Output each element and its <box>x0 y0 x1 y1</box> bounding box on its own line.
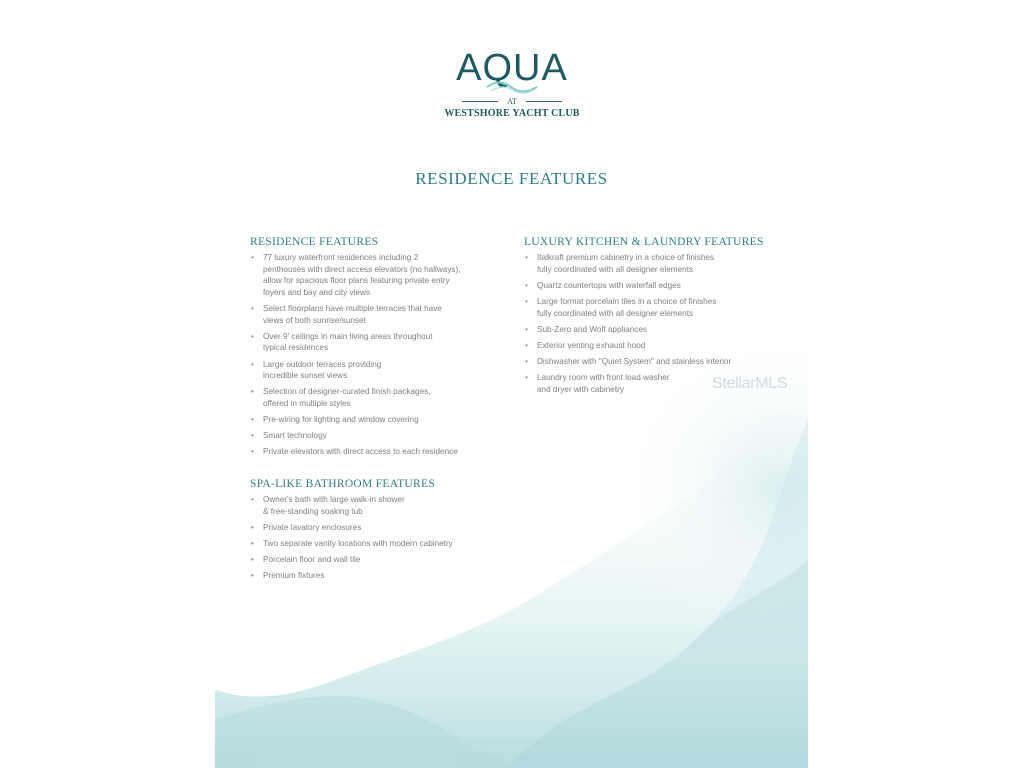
list-item: • Dishwasher with "Quiet System" and stainless interior <box>524 356 794 368</box>
logo-subtitle: WESTSHORE YACHT CLUB <box>444 108 580 119</box>
section-bathroom-features <box>250 477 525 587</box>
feature-list <box>250 252 525 458</box>
list-item: • Select floorplans have multiple terraces that have views of both sunrise/sunset <box>250 303 525 326</box>
section-heading: RESIDENCE FEATURES <box>250 236 379 248</box>
section-heading: LUXURY KITCHEN & LAUNDRY FEATURES <box>524 236 764 248</box>
section-heading: SPA-LIKE BATHROOM FEATURES <box>250 478 436 490</box>
list-item: • Smart technology <box>250 430 525 442</box>
logo-at: AT <box>507 97 517 106</box>
list-item: • Selection of designer-curated finish packages, offered in multiple styles <box>250 386 525 409</box>
list-item: • Laundry room with front load washer and dryer with cabinetry <box>524 372 794 395</box>
list-item: • Sub-Zero and Wolf appliances <box>524 324 794 336</box>
list-item: • Owner's bath with large walk-in shower & free-standing soaking tub <box>250 494 525 517</box>
page-title: RESIDENCE FEATURES <box>415 169 608 188</box>
list-item: • Large outdoor terraces providing incredible sunset views <box>250 359 525 382</box>
aqua-logo <box>445 48 579 124</box>
list-item: • Quartz countertops with waterfall edges <box>524 280 794 292</box>
logo-rule-right <box>526 101 562 102</box>
brochure-page <box>215 0 808 768</box>
section-residence-features <box>250 235 525 463</box>
list-item: • 77 luxury waterfront residences including 2 penthouses with direct access elevators (no hallways), allow for spacious floor plans featuring private entry foyers and bay and city views <box>250 252 525 298</box>
watermark: StellarMLS <box>712 375 788 392</box>
list-item: • Private lavatory enclosures <box>250 522 525 534</box>
list-item: • Pre-wiring for lighting and window covering <box>250 414 525 426</box>
list-item: • Exterior venting exhaust hood <box>524 340 794 352</box>
list-item: • Italkraft premium cabinetry in a choice of finishes fully coordinated with all designer elements <box>524 252 794 275</box>
logo-wordmark: AQUA <box>456 47 568 89</box>
list-item: • Large format porcelain tiles in a choice of finishes fully coordinated with all designer elements <box>524 296 794 319</box>
list-item: • Over 9' ceilings in main living areas throughout typical residences <box>250 331 525 354</box>
wave-icon <box>485 79 539 95</box>
feature-list <box>250 494 525 582</box>
list-item: • Porcelain floor and wall tile <box>250 554 525 566</box>
list-item: • Private elevators with direct access to each residence <box>250 446 525 458</box>
feature-list <box>524 252 794 396</box>
list-item: • Premium fixtures <box>250 570 525 582</box>
list-item: • Two separate vanity locations with modern cabinetry <box>250 538 525 550</box>
logo-at-row <box>445 97 579 107</box>
